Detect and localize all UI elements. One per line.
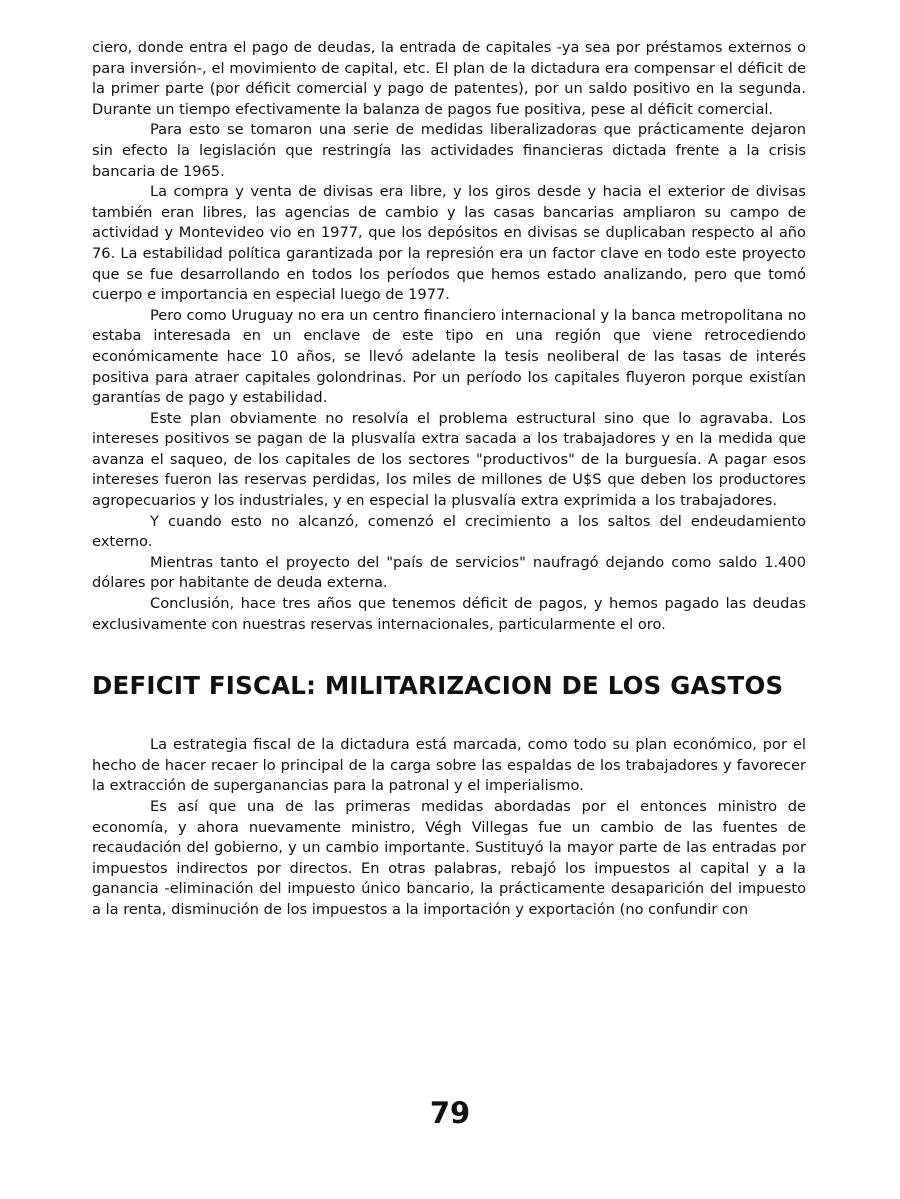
paragraph: Conclusión, hace tres años que tenemos déficit de pagos, y hemos pagado las deudas exclusivamente con nuestras reservas internacionales, particularmente el oro.	[92, 595, 806, 633]
paragraph: Y cuando esto no alcanzó, comenzó el crecimiento a los saltos del endeudamiento externo.	[92, 512, 806, 551]
paragraph: ciero, donde entra el pago de deudas, la entrada de capitales -ya sea por préstamos externos o para inversión-, el movimiento de capital, etc. El plan de la dictadura era compensar el déficit de la primer parte (por déficit comercial y pago de patentes), por un saldo positivo en la segunda. Durante un tiempo efectivamente la balanza de pagos fue positiva, pese al déficit comercial.	[92, 39, 806, 118]
paragraph: La compra y venta de divisas era libre, y los giros desde y hacia el exterior de divisas también eran libres, las agencias de cambio y las casas bancarias ampliaron su campo de actividad y Montevideo vio en 1977, que los depósitos en divisas se duplicaban respecto al año 76. La estabilidad política garantizada por la represión era un factor clave en todo este proyecto que se fue desarrollando en todos los períodos que hemos estado analizando, pero que tomó cuerpo e importancia en especial luego de 1977.	[92, 183, 806, 304]
paragraph: Para esto se tomaron una serie de medidas liberalizadoras que prácticamente dejaron sin efecto la legislación que restringía las actividades financieras dictada frente a la crisis bancaria de 1965.	[92, 121, 806, 180]
paragraph: Este plan obviamente no resolvía el problema estructural sino que lo agravaba. Los intereses positivos se pagan de la plusvalía extra sacada a los trabajadores y en la medida que avanza el saqueo, de los capitales de los sectores "productivos" de la burguesía. A pagar esos intereses fueron las reservas perdidas, los miles de millones de U$S que deben los productores agropecuarios y los industriales, y en especial la plusvalía extra exprimida a los trabajadores.	[92, 409, 806, 510]
paragraph: La estrategia fiscal de la dictadura está marcada, como todo su plan económico, por el hecho de hacer recaer lo principal de la carga sobre las espaldas de los trabajadores y favorecer la extracción de superganancias para la patronal y el imperialismo.	[92, 736, 806, 795]
page-number: 79	[429, 1096, 471, 1130]
paragraph: Pero como Uruguay no era un centro financiero internacional y la banca metropolitana no estaba interesada en un enclave de este tipo en una región que viene retrocediendo económicamente hace 10 años, se llevó adelante la tesis neoliberal de las tasas de interés positiva para atraer capitales golondrinas. Por un período los capitales fluyeron porque existían garantías de pago y estabilidad.	[92, 306, 806, 407]
section-heading: DEFICIT FISCAL: MILITARIZACION DE LOS GASTOS	[92, 671, 784, 701]
page-body	[92, 38, 806, 921]
paragraph: Mientras tanto el proyecto del "país de servicios" naufragó dejando como saldo 1.400 dólares por habitante de deuda externa.	[92, 553, 806, 592]
paragraph: Es así que una de las primeras medidas abordadas por el entonces ministro de economía, y ahora nuevamente ministro, Végh Villegas fue un cambio de las fuentes de recaudación del gobierno, y un cambio importante. Sustituyó la mayor parte de las entradas por impuestos indirectos por directos. En otras palabras, rebajó los impuestos al capital y a la ganancia -eliminación del impuesto único bancario, la prácticamente desaparición del impuesto a la renta, disminución de los impuestos a la importación y exportación (no confundir con	[92, 798, 806, 918]
